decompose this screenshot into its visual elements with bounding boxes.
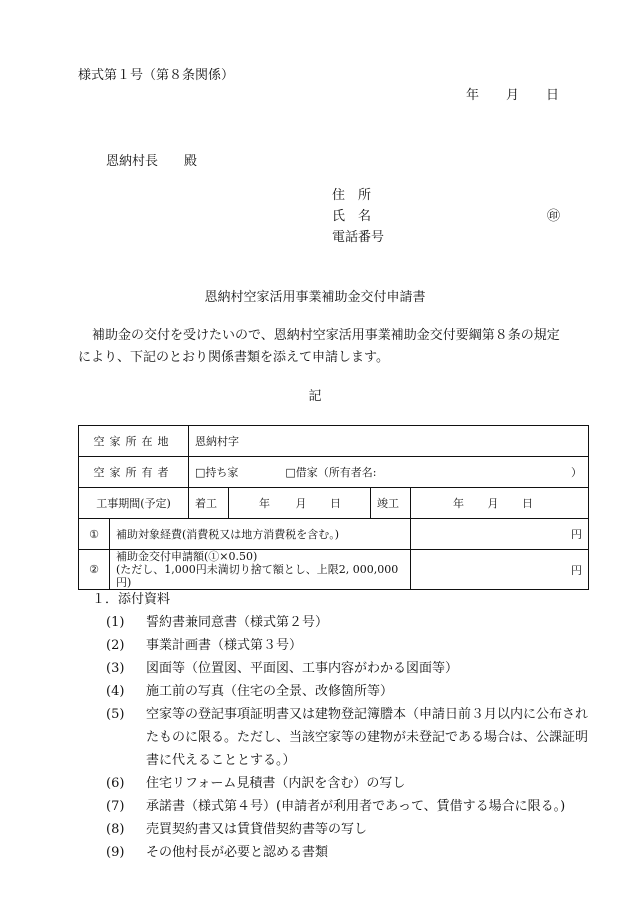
date-year: 年 <box>466 88 480 103</box>
row1-label: 補助対象経費(消費税又は地方消費税を含む。) <box>110 519 411 550</box>
rented-close-paren: ） <box>571 466 583 479</box>
phone-label: 電話番号 <box>332 230 385 245</box>
item-text: 売買契約書又は賃貸借契約書等の写し <box>146 822 368 837</box>
row2-label-cell <box>110 550 411 590</box>
document-title: 恩納村空家活用事業補助金交付申請書 <box>204 290 426 305</box>
end-label: 竣工 <box>371 488 411 519</box>
owned-checkbox-option: □持ち家 <box>195 466 239 479</box>
expense-row <box>79 519 589 550</box>
item-number: (3) <box>106 661 125 676</box>
row2-yen: 円 <box>411 550 589 590</box>
end-day: 日 <box>522 497 533 510</box>
list-item <box>92 818 592 841</box>
item-text: 事業計画書（様式第３号） <box>146 638 303 653</box>
row1-number: ① <box>79 519 110 550</box>
address-label: 住 所 <box>332 188 372 203</box>
list-item <box>92 611 592 634</box>
end-month: 月 <box>487 497 499 510</box>
list-item <box>92 680 592 703</box>
row2-number: ② <box>79 550 110 590</box>
addressee-name: 恩納村長 <box>106 154 159 169</box>
end-year: 年 <box>453 497 464 510</box>
row1-yen: 円 <box>411 519 589 550</box>
item-number: (5) <box>106 707 125 722</box>
addressee-honorific: 殿 <box>184 154 198 169</box>
attachments-heading: １．添付資料 <box>92 592 171 607</box>
list-item <box>92 795 592 818</box>
list-item <box>92 657 592 680</box>
body-text-line1: 補助金の交付を受けたいので、恩納村空家活用事業補助金交付要綱第８条の規定 <box>92 328 560 343</box>
item-number: (8) <box>106 822 125 837</box>
row2-note: (ただし、1,000円未満切り捨て額とし、上限2, 000,000円) <box>116 563 399 589</box>
start-label: 着工 <box>189 488 229 519</box>
location-value: 恩納村字 <box>189 426 589 457</box>
location-label: 空家所在地 <box>79 426 189 457</box>
rented-checkbox-option: □借家（所有者名: <box>285 466 377 479</box>
body-text-line2: により、下記のとおり関係書類を添えて申請します。 <box>78 350 389 365</box>
period-label: 工事期間(予定) <box>79 488 189 519</box>
item-number: (6) <box>106 776 125 791</box>
start-date <box>229 488 371 519</box>
start-year: 年 <box>259 497 270 510</box>
list-item <box>92 703 592 772</box>
owner-label: 空家所有者 <box>79 457 189 488</box>
item-number: (4) <box>106 684 125 699</box>
item-number: (2) <box>106 638 125 653</box>
date-day: 日 <box>546 88 560 103</box>
owner-row <box>79 457 589 488</box>
item-number: (7) <box>106 799 125 814</box>
item-text: 住宅リフォーム見積書（内訳を含む）の写し <box>146 776 406 791</box>
name-label: 氏 名 <box>332 209 372 224</box>
attachments-list <box>92 588 592 864</box>
item-text: 図面等（位置図、平面図、工事内容がわかる図面等） <box>146 661 459 676</box>
grant-row <box>79 550 589 590</box>
item-text: その他村長が必要と認める書類 <box>146 845 329 860</box>
item-number: (9) <box>106 845 125 860</box>
row2-label: 補助金交付申請額(①×0.50) <box>116 550 258 563</box>
item-number: (1) <box>106 615 125 630</box>
application-table <box>78 425 589 590</box>
item-text: 空家等の登記事項証明書又は建物登記簿謄本（申請日前３月以内に公布されたものに限る。ただし、当該空家等の建物が未登記である場合は、公課証明書に代えることとする。） <box>146 707 589 768</box>
date-month: 月 <box>506 88 520 103</box>
start-month: 月 <box>295 497 307 510</box>
item-text: 施工前の写真（住宅の全景、改修箇所等） <box>146 684 394 699</box>
seal-mark: ㊞ <box>547 209 561 224</box>
list-item <box>92 634 592 657</box>
period-row <box>79 488 589 519</box>
list-item <box>92 841 592 864</box>
location-row <box>79 426 589 457</box>
item-text: 承諾書（様式第４号）(申請者が利用者であって、賃借する場合に限る。) <box>146 799 566 814</box>
end-date <box>411 488 589 519</box>
start-day: 日 <box>330 497 341 510</box>
form-label: 様式第１号（第８条関係） <box>78 68 235 83</box>
item-text: 誓約書兼同意書（様式第２号） <box>146 615 329 630</box>
ki-heading: 記 <box>308 389 322 404</box>
owner-options <box>189 457 589 488</box>
list-item <box>92 772 592 795</box>
